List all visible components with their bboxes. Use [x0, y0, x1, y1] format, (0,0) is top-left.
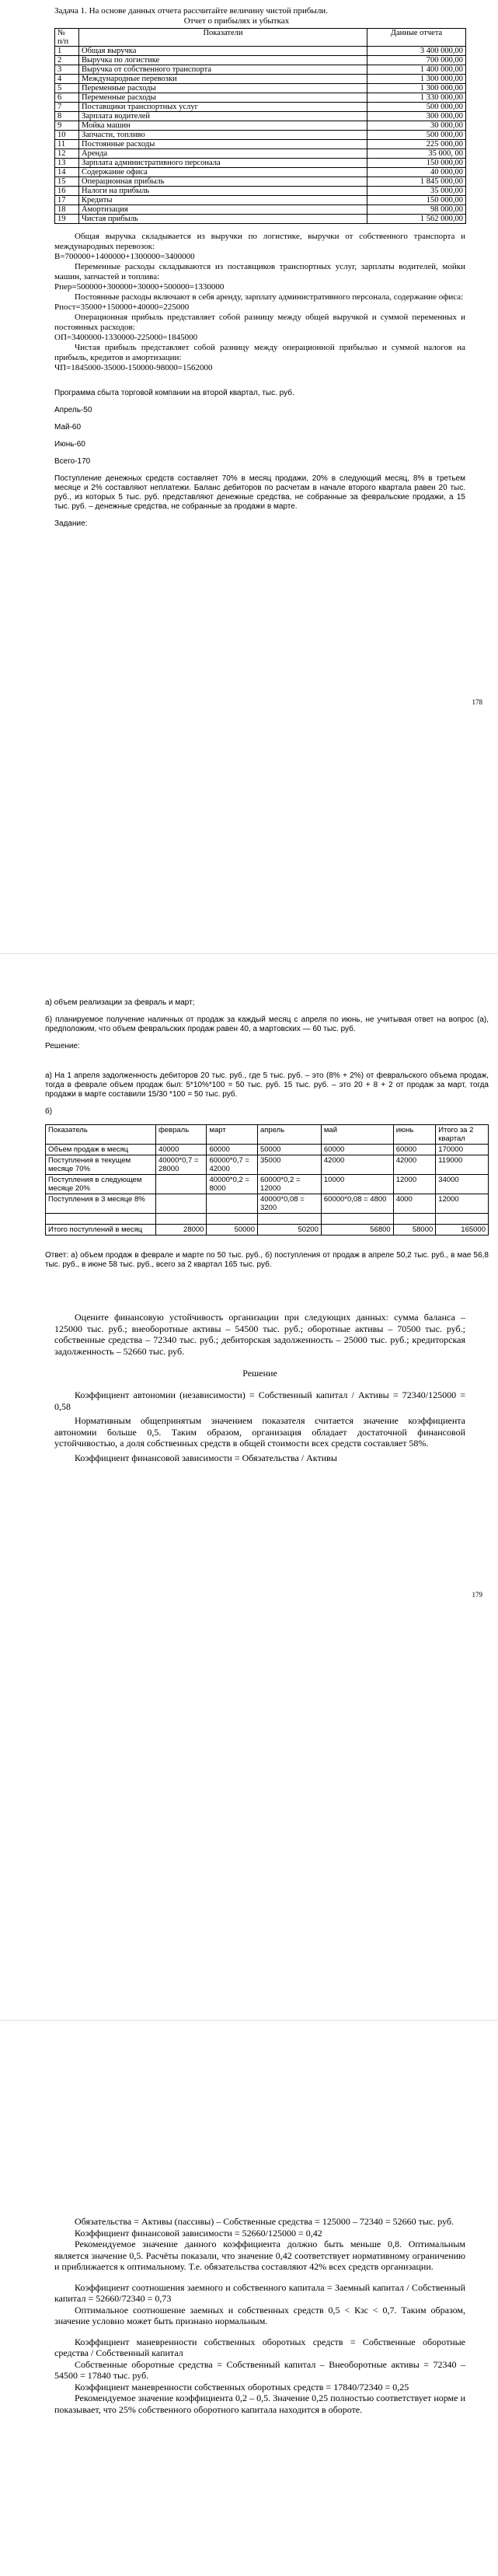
table-row [55, 149, 466, 159]
table-cell: 60000*0,7 = 42000 [207, 1155, 258, 1175]
table-row [55, 159, 466, 168]
row-number: 11 [55, 140, 79, 149]
table-cell [207, 1214, 258, 1225]
sales-program [54, 389, 465, 529]
table-cell: 40000*0,08 = 3200 [257, 1194, 321, 1214]
table-cell: 60000 [393, 1145, 436, 1155]
formula-fixed-costs: Рпост=35000+150000+40000=225000 [54, 302, 190, 312]
row-number: 18 [55, 205, 79, 215]
col-header: апрель [257, 1125, 321, 1145]
table-cell [155, 1175, 207, 1194]
row-number: 8 [55, 112, 79, 121]
autonomy-formula: Коэффициент автономии (независимости) = Собственный капитал / Активы = 72340/125000 = 0,58 [54, 1389, 465, 1412]
row-number: 5 [55, 84, 79, 93]
row-number: 13 [55, 159, 79, 168]
row-indicator: Выручка по логистике [79, 56, 367, 65]
row-value: 1 300 000,00 [367, 75, 466, 84]
formula-operating-profit: ОП=3400000-1330000-225000=1845000 [54, 333, 198, 342]
row-value: 1 562 000,00 [367, 215, 466, 224]
table-row [46, 1214, 489, 1225]
task-label: Задание: [54, 519, 88, 528]
maneuver-result: Коэффициент маневренности собственных оборотных средств = 17840/72340 = 0,25 [75, 2381, 409, 2392]
row-indicator: Амортизация [79, 205, 367, 215]
row-indicator: Постоянные расходы [79, 140, 367, 149]
table-cell: 58000 [393, 1225, 436, 1236]
row-indicator: Кредиты [79, 196, 367, 205]
answer-text: Ответ: а) объем продаж в феврале и марте по 50 тыс. руб., б) поступления от продаж в апреле 50,2 тыс. руб., в мае 56,8 тыс. руб., в июне 58 тыс. руб., всего за 2 квартал 165 тыс. руб. [45, 1251, 489, 1269]
table-row [46, 1225, 489, 1236]
solution-label: Решение: [45, 1042, 80, 1050]
solution-line: Операционная прибыль представляет собой разницу между общей выручкой и суммой переменных и постоянных расходов: [54, 313, 465, 332]
table-cell: Поступления в 3 месяце 8% [46, 1194, 156, 1214]
table-cell: 40000*0,7 = 28000 [155, 1155, 207, 1175]
solution-heading: Решение [242, 1368, 277, 1379]
row-indicator: Операционная прибыль [79, 177, 367, 187]
row-indicator: Зарплата водителей [79, 112, 367, 121]
row-indicator: Налоги на прибыль [79, 187, 367, 196]
maneuver-note: Рекомендуемое значение коэффициента 0,2 – 0,5. Значение 0,25 полностью соответствует норме и показывает, что 25% собственного оборотного капитала находится в обороте. [54, 2392, 465, 2415]
table-row [55, 75, 466, 84]
table-cell [436, 1214, 489, 1225]
autonomy-note: Нормативным общепринятым значением показателя считается значение коэффициента автономии больше 0,5. Таким образом, организация обладает достаточной финансовой устойчивостью, а доля собственных средств в общей стоимости всех средств составляет 58%. [54, 1415, 465, 1449]
row-indicator: Выручка от собственного транспорта [79, 65, 367, 75]
row-value: 700 000,00 [367, 56, 466, 65]
table-cell: 12000 [393, 1175, 436, 1194]
table-cell: 60000*0,08 = 4800 [321, 1194, 393, 1214]
question-b: б) планируемое получение наличных от продаж за каждый месяц с апреля по июнь, не учитывая ответ на вопрос (а), предположим, что объем февральских продаж равен 40, а мартовских — 60 тыс. руб. [45, 1015, 489, 1033]
col-header-indicator: Показатели [79, 29, 367, 47]
row-indicator: Общая выручка [79, 47, 367, 56]
row-number: 3 [55, 65, 79, 75]
page-2 [0, 953, 498, 2020]
row-number: 10 [55, 131, 79, 140]
part-b-label: б) [45, 1107, 53, 1116]
debt-equity-note: Оптимальное соотношение заемных и собственных средств 0,5 < Кзс < 0,7. Таким образом, значение условно может быть признано нормальным. [54, 2304, 465, 2326]
table-cell: 10000 [321, 1175, 393, 1194]
row-value: 3 400 000,00 [367, 47, 466, 56]
table-cell [207, 1194, 258, 1214]
row-number: 12 [55, 149, 79, 159]
row-value: 500 000,00 [367, 131, 466, 140]
table-row [55, 140, 466, 149]
table-cell [257, 1214, 321, 1225]
row-value: 1 300 000,00 [367, 84, 466, 93]
row-value: 30 000,00 [367, 121, 466, 131]
table-cell: 170000 [436, 1145, 489, 1155]
table-row [55, 103, 466, 112]
table-row [55, 131, 466, 140]
solution-line: Общая выручка складывается из выручки по логистике, выручки от собственного транспорта и международных перевозок: [54, 232, 465, 251]
table-cell: 60000 [207, 1145, 258, 1155]
sales-april: Апрель-50 [54, 406, 92, 414]
table-row [55, 187, 466, 196]
task-1-solution [54, 232, 465, 373]
col-header: Показатель [46, 1125, 156, 1145]
table-row [55, 47, 466, 56]
table-cell: 42000 [321, 1155, 393, 1175]
page-number: 179 [472, 1591, 482, 1599]
row-number: 16 [55, 187, 79, 196]
sales-may: Май-60 [54, 423, 82, 432]
row-number: 15 [55, 177, 79, 187]
table-cell: 34000 [436, 1175, 489, 1194]
dependency-formula: Коэффициент финансовой зависимости = Обязательства / Активы [75, 1452, 337, 1463]
table-cell: 40000*0,2 = 8000 [207, 1175, 258, 1194]
col-header: май [321, 1125, 393, 1145]
col-header: Итого за 2 квартал [436, 1125, 489, 1145]
table-cell: Поступления в следующем месяце 20% [46, 1175, 156, 1194]
row-value: 300 000,00 [367, 112, 466, 121]
liabilities-calc: Обязательства = Активы (пассивы) – Собственные средства = 125000 – 72340 = 52660 тыс. руб. [75, 2216, 454, 2227]
row-value: 35 000, 00 [367, 149, 466, 159]
row-value: 40 000,00 [367, 168, 466, 177]
row-number: 1 [55, 47, 79, 56]
row-indicator: Запчасти, топливо [79, 131, 367, 140]
row-number: 4 [55, 75, 79, 84]
table-cell: 28000 [155, 1225, 207, 1236]
maneuver-formula: Коэффициент маневренности собственных оборотных средств = Собственные оборотные средства / Собственный капитал [54, 2336, 465, 2358]
table-cell: 42000 [393, 1155, 436, 1175]
table-cell: Поступления в текущем месяце 70% [46, 1155, 156, 1175]
table-row [55, 215, 466, 224]
dependency-result: Коэффициент финансовой зависимости = 52660/125000 = 0,42 [75, 2227, 322, 2239]
col-header-number: № п/п [55, 29, 79, 47]
sales-total: Всего-170 [54, 457, 91, 466]
table-cell: 50200 [257, 1225, 321, 1236]
row-value: 1 330 000,00 [367, 93, 466, 103]
row-indicator: Аренда [79, 149, 367, 159]
table-cell [155, 1214, 207, 1225]
solution-line: Переменные расходы складываются из поставщиков транспортных услуг, зарплаты водителей, мойки машин, запчастей и топлива: [54, 262, 465, 281]
row-value: 150 000,00 [367, 196, 466, 205]
row-indicator: Поставщики транспортных услуг [79, 103, 367, 112]
col-header: февраль [155, 1125, 207, 1145]
table-cell: 165000 [436, 1225, 489, 1236]
report-title: Отчет о прибылях и убытках [183, 16, 290, 26]
formula-revenue: В=700000+1400000+1300000=3400000 [54, 252, 195, 261]
row-indicator: Мойка машин [79, 121, 367, 131]
table-row [55, 196, 466, 205]
row-number: 9 [55, 121, 79, 131]
row-number: 2 [55, 56, 79, 65]
row-number: 19 [55, 215, 79, 224]
row-value: 1 845 000,00 [367, 177, 466, 187]
table-cell: 119000 [436, 1155, 489, 1175]
table-row [46, 1194, 489, 1214]
answer-a-explanation: а) На 1 апреля задолженность дебиторов 20 тыс. руб., где 5 тыс. руб. – это (8% + 2%) от февральского объема продаж, тогда в феврале объем продаж был: 5*10%*100 = 50 тыс. руб. 15 тыс. руб. – это 20 + 8 + 2 от продаж за март, тогда продажи в марте составили 15/30 *100 = 50 тыс. руб. [45, 1071, 489, 1099]
row-indicator: Переменные расходы [79, 93, 367, 103]
table-cell: 12000 [436, 1194, 489, 1214]
col-header-value: Данные отчета [367, 29, 466, 47]
row-indicator: Переменные расходы [79, 84, 367, 93]
row-value: 35 000,00 [367, 187, 466, 196]
table-row [46, 1175, 489, 1194]
page-3 [0, 2020, 498, 2576]
sales-program-title: Программа сбыта торговой компании на второй квартал, тыс. руб. [54, 389, 294, 397]
table-cell [155, 1194, 207, 1214]
row-indicator: Содержание офиса [79, 168, 367, 177]
table-row [55, 121, 466, 131]
table-cell: 50000 [207, 1225, 258, 1236]
cash-receipts-table [45, 1124, 489, 1236]
formula-net-profit: ЧП=1845000-35000-150000-98000=1562000 [54, 363, 213, 372]
row-number: 7 [55, 103, 79, 112]
table-cell: 56800 [321, 1225, 393, 1236]
page-1 [0, 0, 498, 953]
row-value: 500 000,00 [367, 103, 466, 112]
row-number: 6 [55, 93, 79, 103]
table-cell: 60000*0,2 = 12000 [257, 1175, 321, 1194]
solution-line: Чистая прибыль представляет собой разницу между операционной прибылью и суммой налогов на прибыль, кредитов и амортизации: [54, 343, 465, 362]
col-header: июнь [393, 1125, 436, 1145]
table-cell [321, 1214, 393, 1225]
own-working-capital: Собственные оборотные средства = Собственный капитал – Внеоборотные активы = 72340 – 54500 = 17840 тыс. руб. [54, 2358, 465, 2381]
table-row [55, 177, 466, 187]
table-cell: 35000 [257, 1155, 321, 1175]
row-value: 225 000,00 [367, 140, 466, 149]
row-indicator: Чистая прибыль [79, 215, 367, 224]
table-cell: 40000 [155, 1145, 207, 1155]
table-row [55, 168, 466, 177]
row-value: 98 000,00 [367, 205, 466, 215]
table-row [46, 1155, 489, 1175]
sales-june: Июнь-60 [54, 440, 85, 449]
row-value: 1 400 000,00 [367, 65, 466, 75]
task-2-text: Оцените финансовую устойчивость организации при следующих данных: сумма баланса – 125000 тыс. руб.; внеоборотные активы – 54500 тыс. руб.; оборотные активы – 70500 тыс. руб.; собственные средства – 72340 тыс. руб.; дебиторская задолженность – 25000 тыс. руб.; кредиторская задолженность – 52660 тыс. руб. [54, 1312, 465, 1357]
table-cell: 50000 [257, 1145, 321, 1155]
col-header: март [207, 1125, 258, 1145]
row-number: 14 [55, 168, 79, 177]
income-statement-table [54, 28, 466, 224]
sales-conditions: Поступление денежных средств составляет 70% в месяц продажи, 20% в следующий месяц, 8% в третьем месяце и 2% составляют неплатежи. Баланс дебиторов по расчетам в начале второго квартала равен 20 тыс. руб., из которых 5 тыс. руб. представляют денежные средства, не собранные за февральские продажи, а 15 тыс. руб. – денежные средства, не собранные за продажи в марте. [54, 474, 465, 511]
table-row [46, 1145, 489, 1155]
row-value: 150 000,00 [367, 159, 466, 168]
table-row [55, 205, 466, 215]
page-number: 178 [472, 698, 482, 706]
table-cell: 60000 [321, 1145, 393, 1155]
table-cell: Объем продаж в месяц [46, 1145, 156, 1155]
row-number: 17 [55, 196, 79, 205]
table-row [55, 112, 466, 121]
dependency-note: Рекомендуемое значение данного коэффициента должно быть меньше 0,8. Оптимальным является значение 0,5. Расчёты показали, что значение 0,42 соответствует нормативному ограничению и приближается к оптимальному. Т.е. обязательства составляют 42% всех средств организации. [54, 2239, 465, 2272]
question-a: а) объем реализации за февраль и март; [45, 998, 195, 1007]
table-cell [46, 1214, 156, 1225]
table-row [55, 84, 466, 93]
table-row [55, 56, 466, 65]
table-cell: 4000 [393, 1194, 436, 1214]
table-row [55, 65, 466, 75]
solution-line: Постоянные расходы включают в себя аренду, зарплату административного персонала, содержание офиса: [75, 292, 464, 302]
row-indicator: Зарплата административного персонала [79, 159, 367, 168]
row-indicator: Международные перевозки [79, 75, 367, 84]
task-1-title: Задача 1. На основе данных отчета рассчитайте величину чистой прибыли. [54, 6, 328, 16]
table-cell: Итого поступлений в месяц [46, 1225, 156, 1236]
debt-equity-ratio: Коэффициент соотношения заемного и собственного капитала = Заемный капитал / Собственный капитал = 52660/72340 = 0,73 [54, 2281, 465, 2304]
formula-variable-costs: Рпер=500000+300000+30000+500000=1330000 [54, 282, 225, 292]
table-row [55, 93, 466, 103]
table-cell [393, 1214, 436, 1225]
